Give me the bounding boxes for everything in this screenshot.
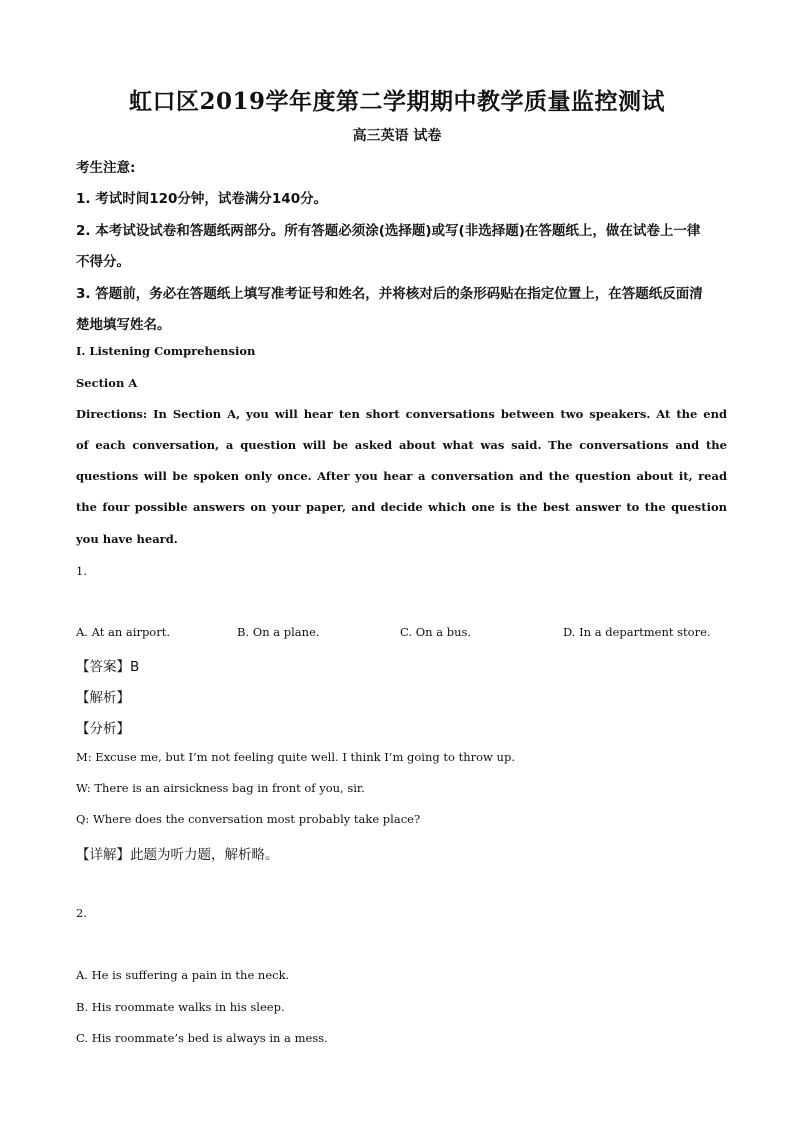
question-2-option-a: A. He is suffering a pain in the neck.: [76, 968, 290, 982]
question-2-option-b: B. His roommate walks in his sleep.: [76, 1000, 285, 1014]
notice-item-3-line-2: 楚地填写姓名。: [76, 317, 171, 333]
question-1-script-m: M: Excuse me, but I’m not feeling quite well. I think I’m going to throw up.: [76, 750, 515, 764]
question-1-script-q: Q: Where does the conversation most probably take place?: [76, 812, 421, 826]
notice-item-3-line-1: 3. 答题前，务必在答题纸上填写准考证号和姓名，并将核对后的条形码贴在指定位置上，在答题纸反面清: [76, 286, 703, 302]
notice-heading: 考生注意:: [76, 160, 136, 176]
directions-line-1: Directions: In Section A, you will hear ten short conversations between two speakers. At the end: [76, 407, 727, 421]
page-subtitle: 高三英语 试卷: [352, 128, 442, 144]
question-1-analysis-label: 【解析】: [76, 690, 130, 706]
question-1-fenxi-label: 【分析】: [76, 721, 130, 737]
directions-line-4: the four possible answers on your paper, and decide which one is the best answer to the question: [76, 500, 727, 514]
section-heading: Section A: [76, 376, 138, 390]
directions-line-3: questions will be spoken only once. After you hear a conversation and the question about it, read: [76, 469, 727, 483]
page-title: 虹口区2019学年度第二学期期中教学质量监控测试: [128, 88, 665, 115]
part-heading: I. Listening Comprehension: [76, 344, 256, 358]
directions-line-2: of each conversation, a question will be asked about what was said. The conversations and the: [76, 438, 727, 452]
question-1-option-b: B. On a plane.: [237, 625, 320, 639]
notice-item-2-line-2: 不得分。: [76, 254, 130, 270]
question-1-answer: 【答案】B: [76, 659, 140, 675]
question-2-number: 2.: [76, 906, 87, 920]
question-1-number: 1.: [76, 564, 87, 578]
question-1-option-a: A. At an airport.: [76, 625, 171, 639]
question-1-script-w: W: There is an airsickness bag in front of you, sir.: [76, 781, 365, 795]
directions-line-5: you have heard.: [76, 532, 178, 546]
notice-item-2-line-1: 2. 本考试设试卷和答题纸两部分。所有答题必须涂(选择题)或写(非选择题)在答题纸上，做在试卷上一律: [76, 223, 701, 239]
question-1-option-d: D. In a department store.: [563, 625, 711, 639]
question-1-option-c: C. On a bus.: [400, 625, 472, 639]
question-2-option-c: C. His roommate’s bed is always in a mess.: [76, 1031, 328, 1045]
question-1-detail: 【详解】此题为听力题，解析略。: [76, 847, 279, 863]
notice-item-1: 1. 考试时间120分钟，试卷满分140分。: [76, 191, 328, 207]
